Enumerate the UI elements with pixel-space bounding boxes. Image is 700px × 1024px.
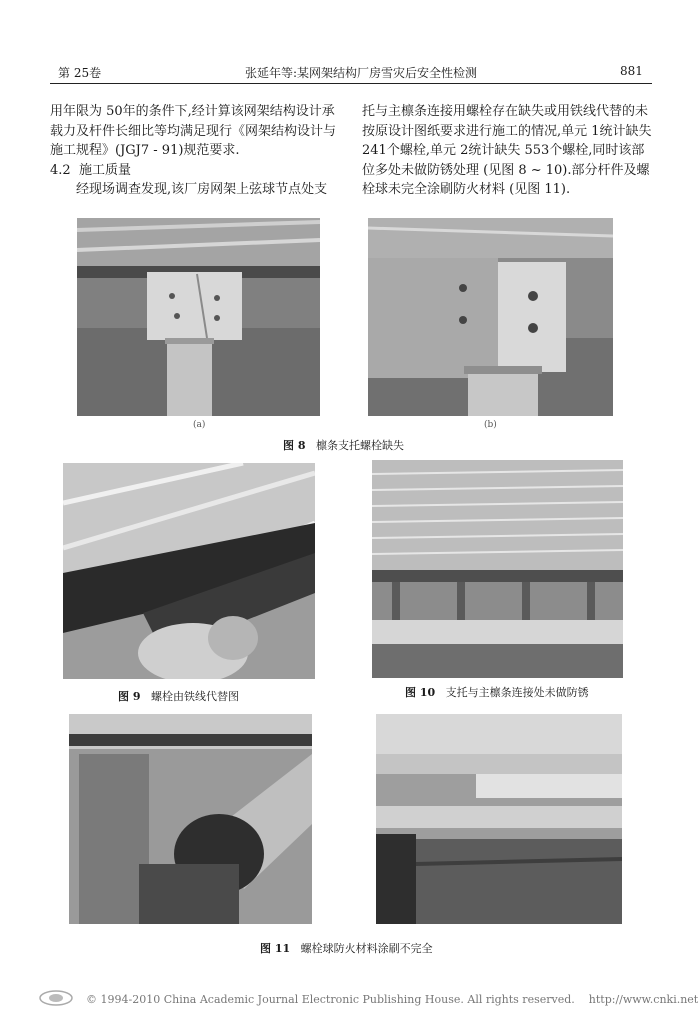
figure-8b-label: (b) <box>484 420 497 430</box>
footer-copyright <box>86 993 698 1006</box>
figure-11b-photo <box>376 714 622 924</box>
figure-11-caption <box>260 940 433 956</box>
left-paragraph-1: 用年限为 50年的条件下,经计算该网架结构设计承载力及杆件长细比等均满足现行《网架结构设计与施工规程》(JGJ7 - 91)规范要求. <box>50 104 337 158</box>
figure-10-number: 图 10 <box>405 686 436 699</box>
figure-8a-photo <box>77 218 320 416</box>
figure-9-photo <box>63 463 315 679</box>
figure-11a-photo <box>69 714 312 924</box>
left-column <box>50 102 340 200</box>
header-rule <box>50 83 652 84</box>
figure-8-caption-text: 檩条支托螺栓缺失 <box>315 439 404 452</box>
figure-8-caption <box>283 437 404 453</box>
footer-url[interactable]: http://www.cnki.net <box>588 993 699 1006</box>
journal-volume: 第 25卷 <box>58 66 102 80</box>
figure-9-number: 图 9 <box>118 690 141 703</box>
cnki-logo-icon <box>38 989 74 1007</box>
right-paragraph-1: 托与主檩条连接用螺栓存在缺失或用铁线代替的未按原设计图纸要求进行施工的情况,单元 1统计缺失 241个螺栓,单元 2统计缺失 553个螺栓,同时该部位多处未做防锈处理 (见图 8 ~ 10).部分杆件及螺栓球未完全涂刷防火材料 (见图 11). <box>362 104 652 197</box>
running-title: 张延年等:某网架结构厂房雪灾后安全性检测 <box>245 66 478 80</box>
figure-8-number: 图 8 <box>283 439 306 452</box>
figure-8a-label: (a) <box>193 420 206 430</box>
figure-11-caption-text: 螺栓球防火材料涂刷不完全 <box>300 942 433 955</box>
figure-9-caption-text: 螺栓由铁线代替图 <box>150 690 239 703</box>
figure-11-number: 图 11 <box>260 942 291 955</box>
section-number: 4.2 <box>50 162 71 178</box>
figure-10-photo <box>372 460 623 678</box>
figure-8b-photo <box>368 218 613 416</box>
page-number: 881 <box>620 64 643 78</box>
left-paragraph-2: 经现场调查发现,该厂房网架上弦球节点处支 <box>76 182 328 197</box>
right-column <box>362 102 652 200</box>
figure-10-caption-text: 支托与主檩条连接处未做防锈 <box>445 686 589 699</box>
figure-10-caption <box>405 684 589 700</box>
figure-9-caption <box>118 688 239 704</box>
copyright-text: © 1994-2010 China Academic Journal Electronic Publishing House. All rights reserved. <box>86 993 575 1006</box>
section-heading <box>50 161 340 181</box>
section-title: 施工质量 <box>78 162 131 178</box>
